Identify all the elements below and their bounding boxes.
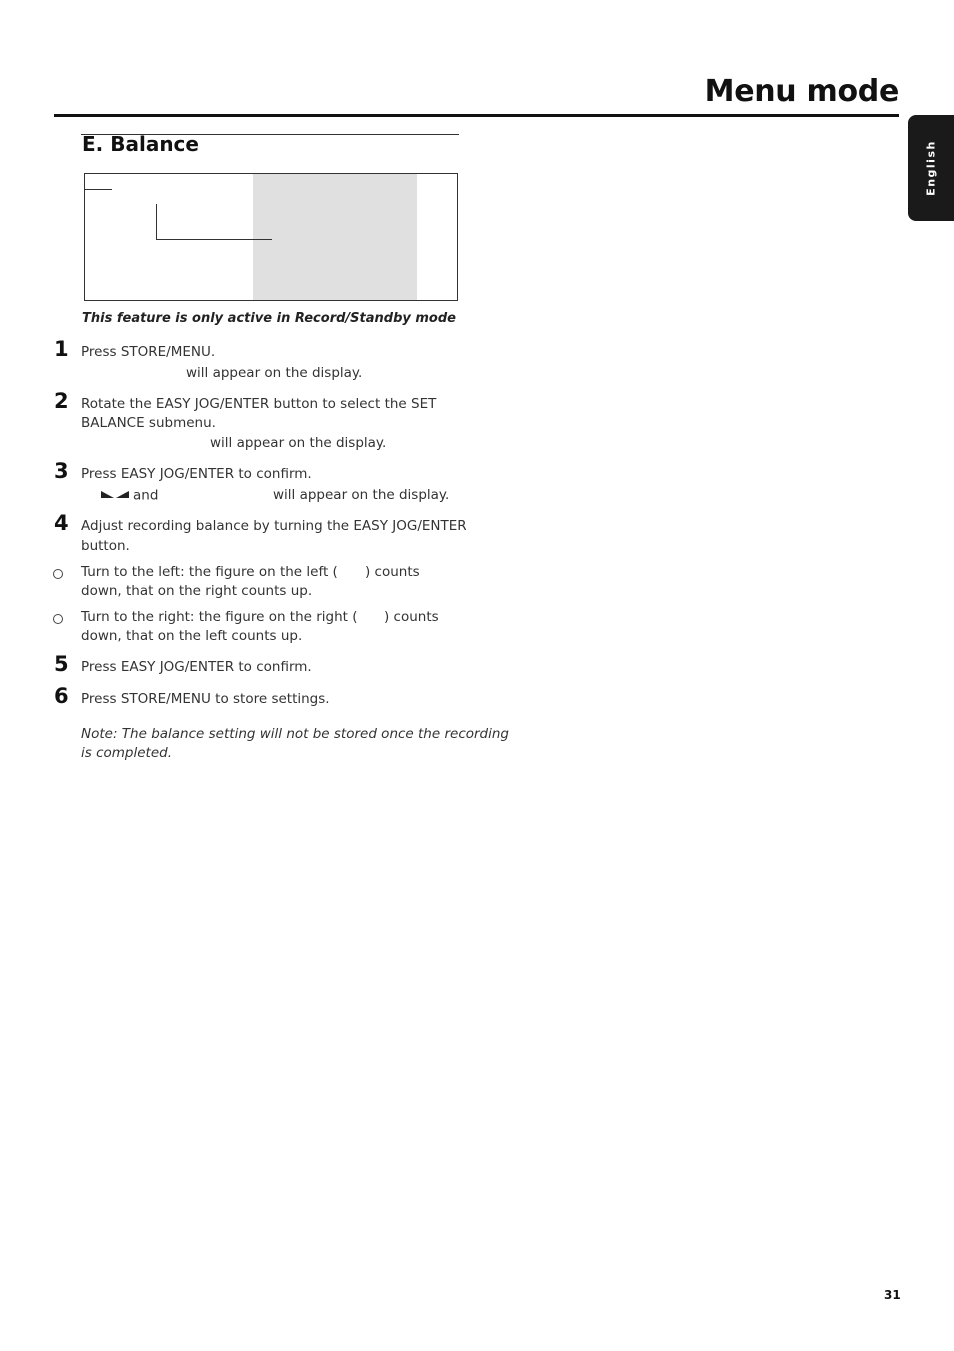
display-shaded-area [253, 174, 417, 300]
step-2-result: will appear on the display. [210, 435, 387, 451]
step-number-4: 4 [54, 511, 69, 535]
bullet-2-line1-end: ) counts [384, 609, 439, 625]
title-rule [54, 114, 899, 117]
note-line2: is completed. [81, 745, 172, 761]
callout-line-top [85, 189, 112, 190]
step-4-text-line2: button. [81, 538, 130, 554]
bullet-1-line1-end: ) counts [365, 564, 420, 580]
bullet-2-line1-start: Turn to the right: the figure on the right ( [81, 609, 358, 625]
bullet-marker [53, 569, 63, 579]
callout-line-vertical [156, 204, 157, 240]
step-3-result: will appear on the display. [273, 487, 450, 503]
step-3-text: Press EASY JOG/ENTER to confirm. [81, 466, 312, 482]
page-title: Menu mode [704, 74, 899, 109]
bullet-1-line1-start: Turn to the left: the figure on the left ( [81, 564, 338, 580]
step-3-and: and [133, 487, 159, 504]
step-4-text-line1: Adjust recording balance by turning the EASY JOG/ENTER [81, 518, 467, 534]
step-number-6: 6 [54, 684, 69, 708]
balance-triangles-icon [101, 486, 129, 505]
step-6-text: Press STORE/MENU to store settings. [81, 691, 330, 707]
display-illustration [84, 173, 458, 301]
section-heading: E. Balance [82, 132, 199, 156]
step-1-result: will appear on the display. [186, 365, 363, 381]
step-number-5: 5 [54, 652, 69, 676]
step-number-3: 3 [54, 459, 69, 483]
step-number-1: 1 [54, 337, 69, 361]
step-5-text: Press EASY JOG/ENTER to confirm. [81, 659, 312, 675]
language-tab [908, 115, 954, 221]
bullet-marker [53, 614, 63, 624]
language-tab-label: English [924, 140, 938, 196]
bullet-2-line2: down, that on the left counts up. [81, 628, 303, 644]
page-number: 31 [884, 1288, 901, 1302]
step-2-text-line1: Rotate the EASY JOG/ENTER button to select the SET [81, 396, 437, 412]
step-2-text-line2: BALANCE submenu. [81, 415, 216, 431]
note-line1: Note: The balance setting will not be stored once the recording [81, 726, 509, 742]
bullet-1-line2: down, that on the right counts up. [81, 583, 313, 599]
feature-note: This feature is only active in Record/Standby mode [82, 311, 456, 326]
note [81, 725, 509, 763]
callout-line-horizontal [156, 239, 272, 240]
step-1-text: Press STORE/MENU. [81, 344, 216, 360]
step-3-result-prefix [101, 486, 158, 506]
step-number-2: 2 [54, 389, 69, 413]
